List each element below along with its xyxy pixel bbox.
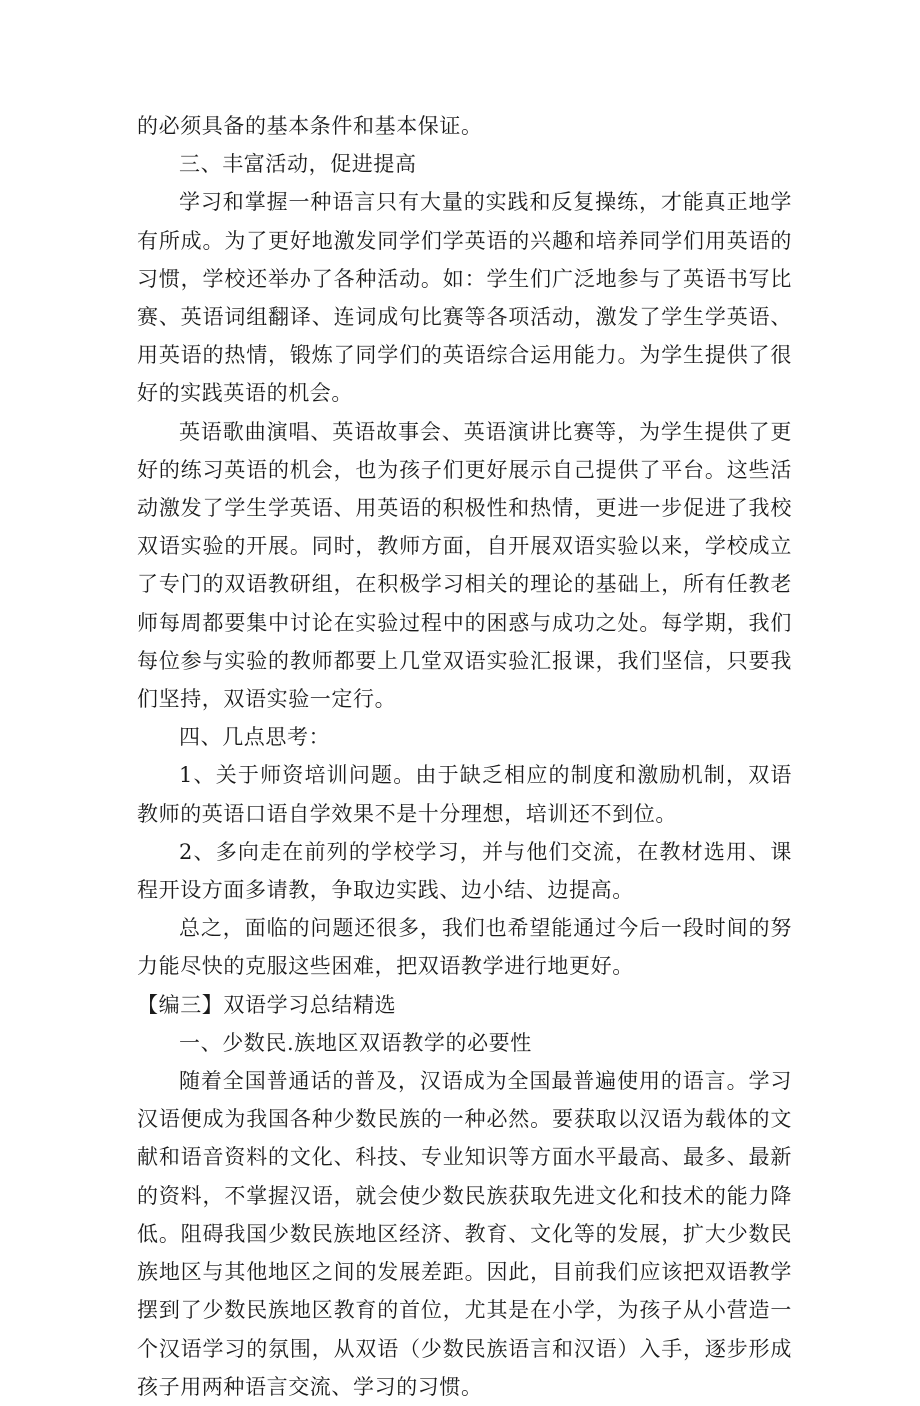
paragraph-conclusion: 总之，面临的问题还很多，我们也希望能通过今后一段时间的努力能尽快的克服这些困难，把双语教学进行地更好。: [137, 916, 792, 979]
paragraph-continuation: 的必须具备的基本条件和基本保证。: [137, 114, 483, 138]
paragraph-point-2: 2、多向走在前列的学校学习，并与他们交流，在教材选用、课程开设方面多请教，争取边实践、边小结、边提高。: [137, 839, 792, 903]
article-heading: 【编三】双语学习总结精选: [137, 992, 397, 1017]
paragraph-necessity: 随着全国普通话的普及，汉语成为全国最普遍使用的语言。学习汉语便成为我国各种少数民族的一种必然。要获取以汉语为载体的文献和语音资料的文化、科技、专业知识等方面水平最高、最多、最新的资料，不掌握汉语，就会使少数民族获取先进文化和技术的能力降低。阻碍我国少数民族地区经济、教育、文化等的发展，扩大少数民族地区与其他地区之间的发展差距。因此，目前我们应该把双语教学摆到了少数民族地区教育的首位，尤其是在小学，为孩子从小营造一个汉语学习的氛围，从双语（少数民族语言和汉语）入手，逐步形成孩子用两种语言交流、学习的习惯。: [137, 1069, 792, 1399]
document-body: [137, 107, 792, 1406]
paragraph-english-events: 英语歌曲演唱、英语故事会、英语演讲比赛等，为学生提供了更好的练习英语的机会，也为孩子们更好展示自己提供了平台。这些活动激发了学生学英语、用英语的积极性和热情，更进一步促进了我校双语实验的开展。同时，教师方面，自开展双语实验以来，学校成立了专门的双语教研组，在积极学习相关的理论的基础上，所有任教老师每周都要集中讨论在实验过程中的困惑与成功之处。每学期，我们每位参与实验的教师都要上几堂双语实验汇报课，我们坚信，只要我们坚持，双语实验一定行。: [137, 419, 792, 712]
paragraph-point-1: 1、关于师资培训问题。由于缺乏相应的制度和激励机制，双语教师的英语口语自学效果不是十分理想，培训还不到位。: [137, 763, 792, 826]
section-heading-1: 一、少数民.族地区双语教学的必要性: [179, 1030, 532, 1055]
section-heading-3: 三、丰富活动，促进提高: [179, 152, 417, 177]
paragraph-activities: 学习和掌握一种语言只有大量的实践和反复操练，才能真正地学有所成。为了更好地激发同学们学英语的兴趣和培养同学们用英语的习惯，学校还举办了各种活动。如：学生们广泛地参与了英语书写比赛、英语词组翻译、连词成句比赛等各项活动，激发了学生学英语、用英语的热情，锻炼了同学们的英语综合运用能力。为学生提供了很好的实践英语的机会。: [137, 190, 792, 406]
section-heading-4: 四、几点思考：: [179, 725, 331, 750]
